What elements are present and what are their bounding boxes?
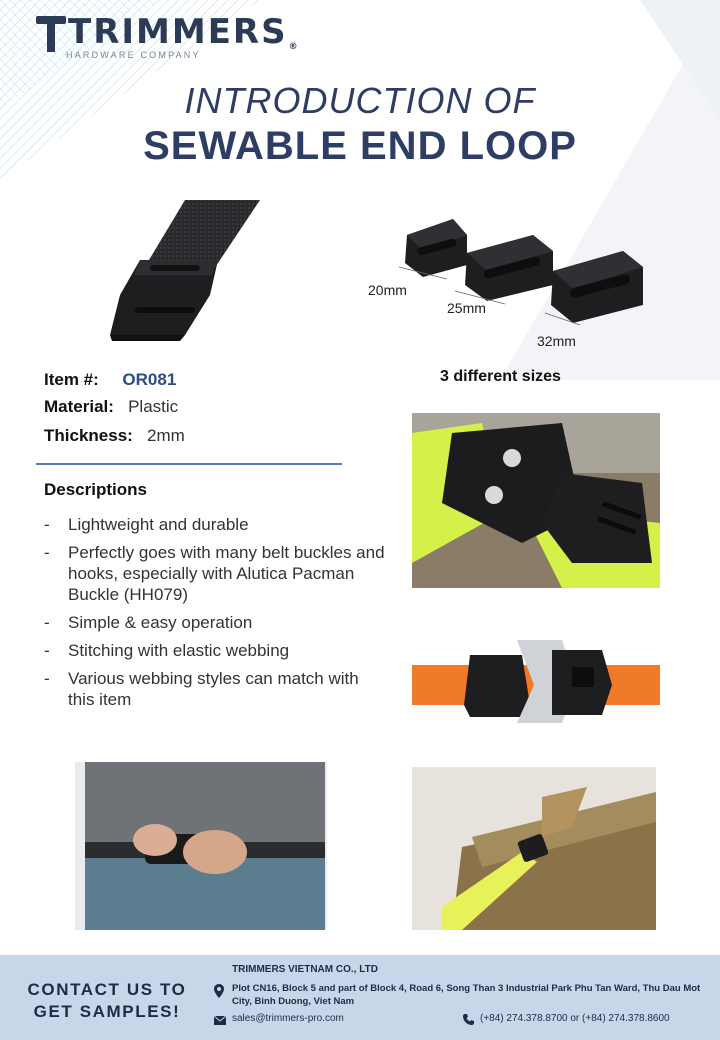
list-item: - Lightweight and durable [44, 514, 389, 535]
cta-line-2: GET SAMPLES! [33, 1002, 181, 1021]
spec-key: Material: [44, 397, 114, 416]
size-label-32: 32mm [537, 333, 576, 349]
phone-icon [463, 1014, 474, 1025]
brand-name: TRIMMERS [68, 12, 288, 52]
descriptions-list [44, 514, 389, 717]
brand-tagline: HARDWARE COMPANY [66, 50, 201, 60]
company-address: Plot CN16, Block 5 and part of Block 4, Road 6, Song Than 3 Industrial Park Phu Tan Ward, Thu Dau Mot City, Binh Duong, Viet Nam [232, 983, 701, 1007]
list-item: - Various webbing styles can match with this item [44, 668, 389, 710]
contact-email[interactable]: sales@trimmers-pro.com [232, 1013, 344, 1024]
brand-logo [36, 12, 300, 60]
hammer-icon [36, 14, 66, 52]
section-divider [36, 463, 342, 465]
title-line-2: SEWABLE END LOOP [143, 124, 577, 168]
size-label-25: 25mm [447, 300, 486, 316]
product-main-image [100, 195, 280, 345]
location-pin-icon [214, 984, 224, 998]
photo-person-belt [75, 762, 327, 930]
list-item: - Stitching with elastic webbing [44, 640, 389, 661]
list-item: - Perfectly goes with many belt buckles and hooks, especially with Alutica Pacman Buckle (HH079) [44, 542, 389, 605]
list-item: - Simple & easy operation [44, 612, 389, 633]
cta-line-1: CONTACT US TO [27, 980, 187, 999]
photo-yellow-webbing-buckle [412, 413, 660, 588]
contact-cta [14, 979, 200, 1023]
size-label-20: 20mm [368, 282, 407, 298]
size-variants-image [395, 205, 645, 325]
registered-mark: ® [288, 42, 300, 52]
company-name: TRIMMERS VIETNAM CO., LTD [232, 964, 378, 975]
contact-phone[interactable]: (+84) 274.378.8700 or (+84) 274.378.8600 [480, 1013, 670, 1024]
mail-icon [214, 1016, 226, 1025]
spec-thickness [44, 426, 185, 446]
title-line-1: INTRODUCTION OF [184, 80, 536, 121]
footer-contact-bar [0, 955, 720, 1040]
spec-material [44, 397, 178, 417]
descriptions-heading: Descriptions [44, 480, 147, 499]
spec-item-number [44, 370, 176, 390]
spec-key: Thickness: [44, 426, 133, 445]
spec-key: Item #: [44, 370, 99, 389]
spec-value: OR081 [122, 370, 177, 389]
spec-value: Plastic [128, 397, 179, 416]
photo-orange-webbing-buckle [412, 635, 660, 727]
photo-khaki-pants [412, 767, 656, 930]
spec-value: 2mm [146, 426, 185, 445]
sizes-caption: 3 different sizes [440, 368, 561, 385]
